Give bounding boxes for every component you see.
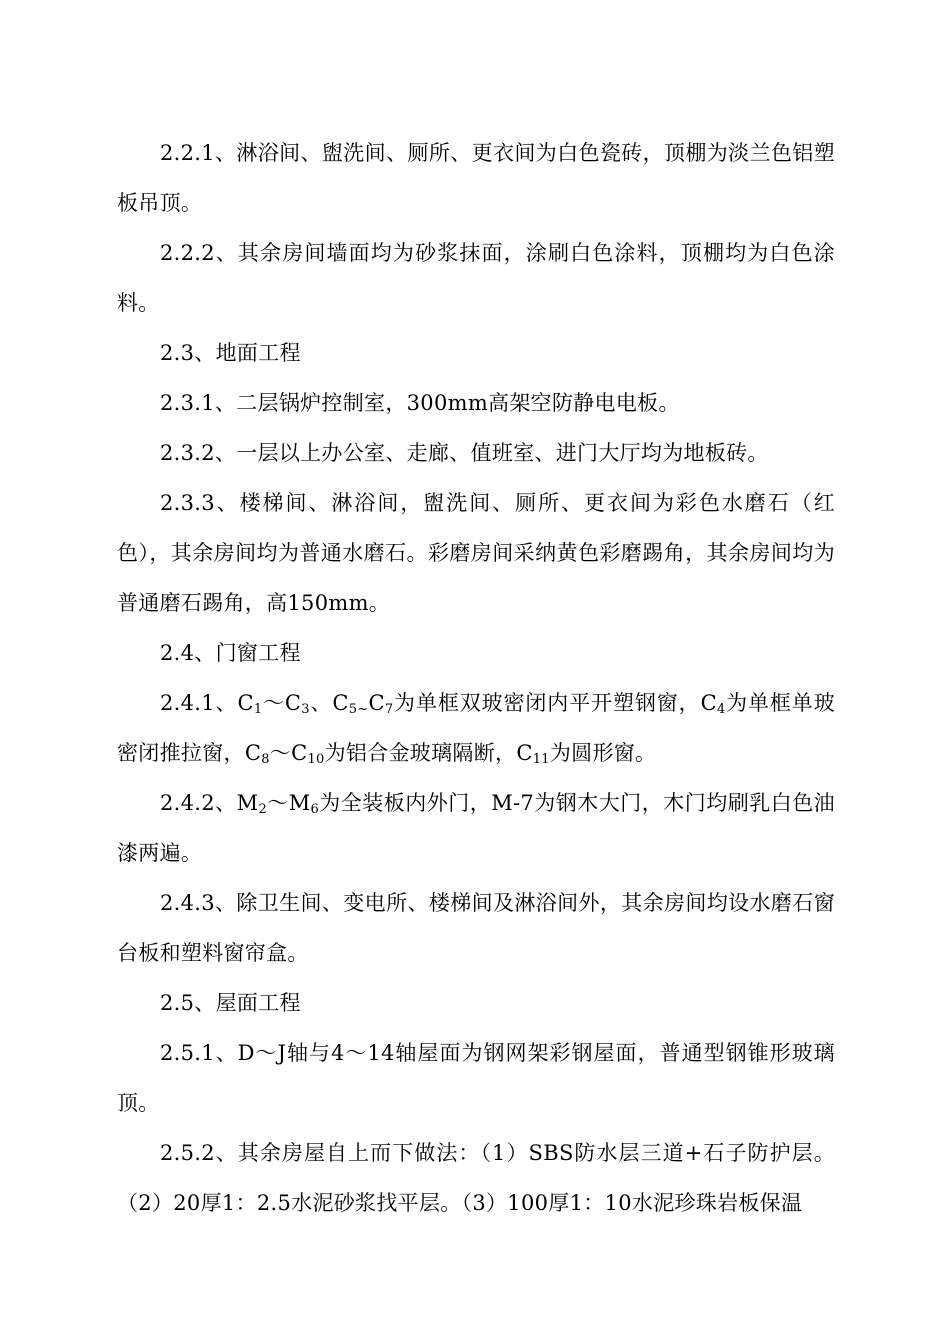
paragraph-2-3-3: 2.3.3、楼梯间、淋浴间，盥洗间、厕所、更衣间为彩色水磨石（红色），其余房间均为普通水磨石。彩磨房间采纳黄色彩磨踢角，其余房间均为普通磨石踢角，高150mm。	[117, 491, 835, 615]
paragraph-2-4-2: 2.4.2、$M_2\sim M_6$为全装板内外门，M-7为钢木大门，木门均刷乳白色油漆两遍。	[117, 791, 835, 865]
paragraph-2-2-2: 2.2.2、其余房间墙面均为砂浆抹面，涂刷白色涂料，顶棚均为白色涂料。	[117, 241, 835, 315]
heading-2-4: 2.4、门窗工程	[160, 641, 301, 665]
heading-2-5: 2.5、屋面工程	[160, 991, 301, 1015]
paragraph-2-4-3: 2.4.3、除卫生间、变电所、楼梯间及淋浴间外，其余房间均设水磨石窗台板和塑料窗帘盒。	[117, 891, 835, 965]
paragraph-2-5-1: 2.5.1、D～J轴与4～14轴屋面为钢网架彩钢屋面，普通型钢锥形玻璃顶。	[117, 1041, 835, 1115]
paragraph-2-5-2: 2.5.2、其余房屋自上而下做法：（1）SBS防水层三道+石子防护层。（2）20厚1：2.5水泥砂浆找平层。（3）100厚1：10水泥珍珠岩板保温	[117, 1141, 835, 1215]
heading-2-3: 2.3、地面工程	[160, 341, 301, 365]
paragraph-2-4-1: 2.4.1、$C_1\sim C_3$、$C_{5\sim}C_7$为单框双玻密闭内平开塑钢窗，$C_4$为单框单玻密闭推拉窗，$C_8\sim C_{10}$为铝合金玻璃隔断，$C_{11}$为圆形窗。	[117, 691, 836, 767]
paragraph-2-2-1: 2.2.1、淋浴间、盥洗间、厕所、更衣间为白色瓷砖，顶棚为淡兰色铝塑板吊顶。	[117, 141, 835, 215]
paragraph-2-3-2: 2.3.2、一层以上办公室、走廊、值班室、进门大厅均为地板砖。	[160, 441, 769, 465]
document-body	[117, 128, 835, 1228]
paragraph-2-3-1: 2.3.1、二层锅炉控制室，300mm高架空防静电电板。	[160, 391, 680, 415]
